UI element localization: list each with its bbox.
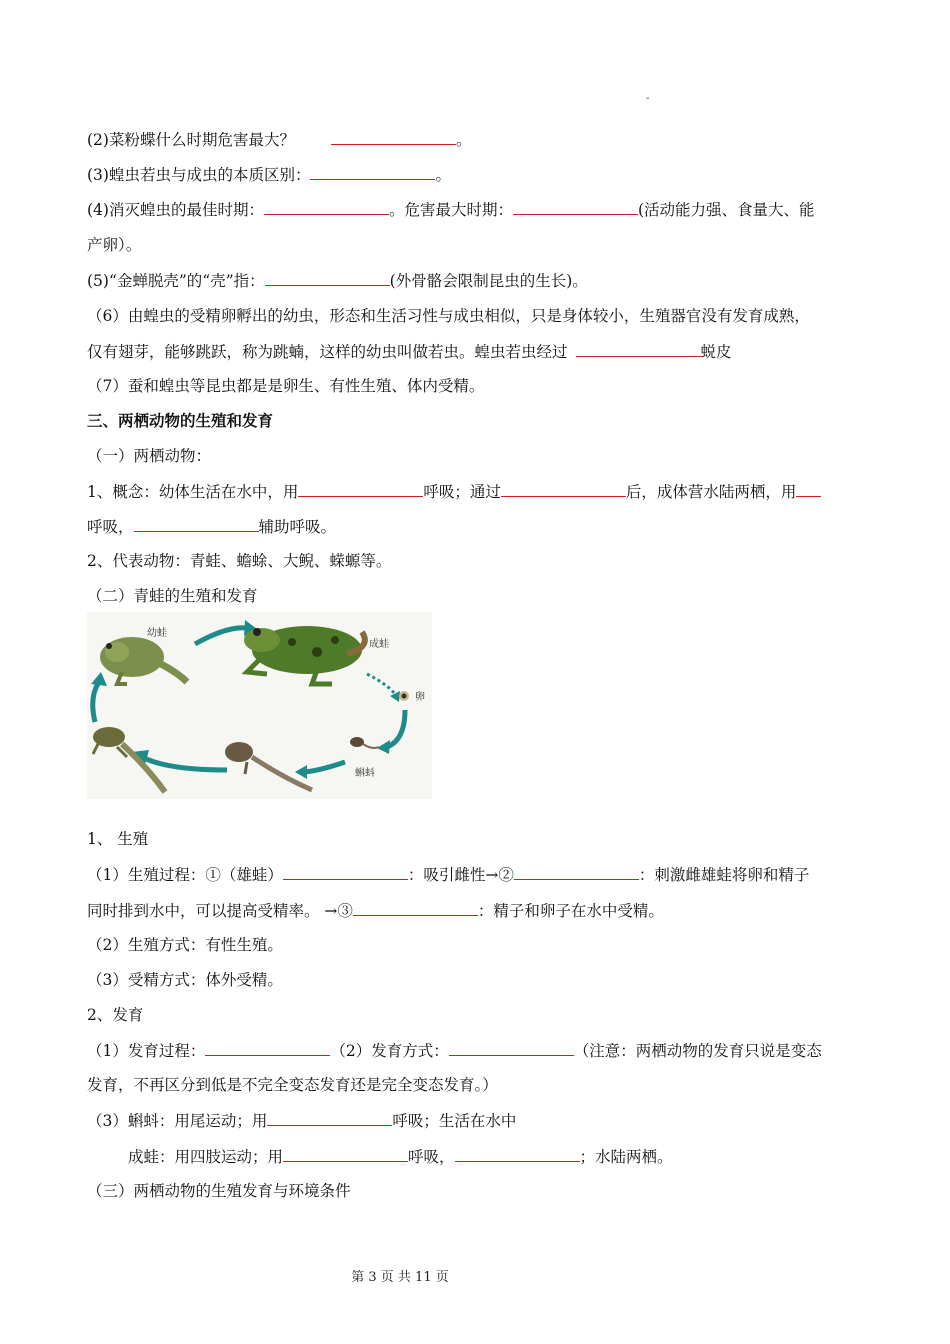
concept-line2: 呼吸， 辅助呼吸。 [87,515,336,538]
egg-illustration [399,691,409,701]
question-2: (2)菜粉蝶什么时期危害最大？ 。 [87,128,471,151]
answer-blank[interactable] [283,863,408,880]
answer-blank[interactable] [514,863,639,880]
question-4-cont: 产卵）。 [87,236,142,254]
answer-blank[interactable] [265,269,390,286]
reproduction-method: （2）生殖方式：有性生殖。 [87,936,283,954]
answer-blank[interactable] [513,198,638,215]
answer-blank[interactable] [134,515,259,532]
subsection-3: （三）两栖动物的生殖发育与环境条件 [87,1182,351,1200]
question-7: （7）蚕和蝗虫等昆虫都是是卵生、有性生殖、体内受精。 [87,377,485,395]
fertilization-method: （3）受精方式：体外受精。 [87,971,283,989]
answer-blank[interactable] [449,1039,574,1056]
question-4: (4)消灭蝗虫的最佳时期： 。危害最大时期： (活动能力强、食量大、能 [87,198,815,221]
label-tadpole: 蝌蚪 [355,768,375,779]
label-young-frog: 幼蛙 [147,628,167,639]
answer-blank[interactable] [455,1145,580,1162]
label-egg: 卵 [415,692,425,703]
answer-blank[interactable] [576,340,701,357]
section-title: 三、两栖动物的生殖和发育 [87,412,274,430]
examples: 2、代表动物：青蛙、蟾蜍、大鲵、蝾螈等。 [87,552,392,570]
development-line2: 发育，不再区分到低是不完全变态发育还是完全变态发育。） [87,1076,498,1094]
answer-blank[interactable] [267,1109,392,1126]
development-line1: （1）发育过程： （2）发育方式： （注意：两栖动物的发育只说是变态 [87,1039,822,1062]
question-3: (3)蝗虫若虫与成虫的本质区别： 。 [87,163,451,186]
page-footer: 第 3 页 共 11 页 [351,1270,449,1285]
tadpole-line: （3）蝌蚪：用尾运动；用 呼吸；生活在水中 [87,1109,516,1132]
answer-blank[interactable] [796,480,821,497]
top-mark: - [646,93,650,104]
question-6-line2: 仅有翅芽，能够跳跃，称为跳蝻，这样的幼虫叫做若虫。蝗虫若虫经过 蜕皮 [87,340,732,363]
concept-line1: 1、概念：幼体生活在水中，用 呼吸；通过 后，成体营水陆两栖，用 [87,480,821,503]
answer-blank[interactable] [310,163,435,180]
answer-blank[interactable] [331,128,456,145]
reproduction-process-line2: 同时排到水中，可以提高受精率。 →③ ：精子和卵子在水中受精。 [87,899,664,922]
development-title: 2、发育 [87,1006,144,1024]
answer-blank[interactable] [264,198,389,215]
frog-life-cycle-diagram [87,612,432,799]
reproduction-title: 1、 生殖 [87,830,149,848]
question-5: (5)“金蝉脱壳”的“壳”指： (外骨骼会限制昆虫的生长)。 [87,269,588,292]
question-6-line1: （6）由蝗虫的受精卵孵出的幼虫，形态和生活习性与成虫相似，只是身体较小，生殖器官没有发育成熟， [87,307,810,325]
reproduction-process-line1: （1）生殖过程：①（雄蛙） ：吸引雌性→② ：刺激雌雄蛙将卵和精子 [87,863,809,886]
answer-blank[interactable] [283,1145,408,1162]
subsection-1: （一）两栖动物： [87,447,212,465]
subsection-2: （二）青蛙的生殖和发育 [87,587,258,605]
answer-blank[interactable] [353,899,478,916]
adult-frog-line: 成蛙：用四肢运动；用 呼吸， ；水陆两栖。 [128,1145,673,1168]
label-adult-frog: 成蛙 [369,639,389,650]
answer-blank[interactable] [298,480,423,497]
answer-blank[interactable] [205,1039,330,1056]
answer-blank[interactable] [501,480,626,497]
